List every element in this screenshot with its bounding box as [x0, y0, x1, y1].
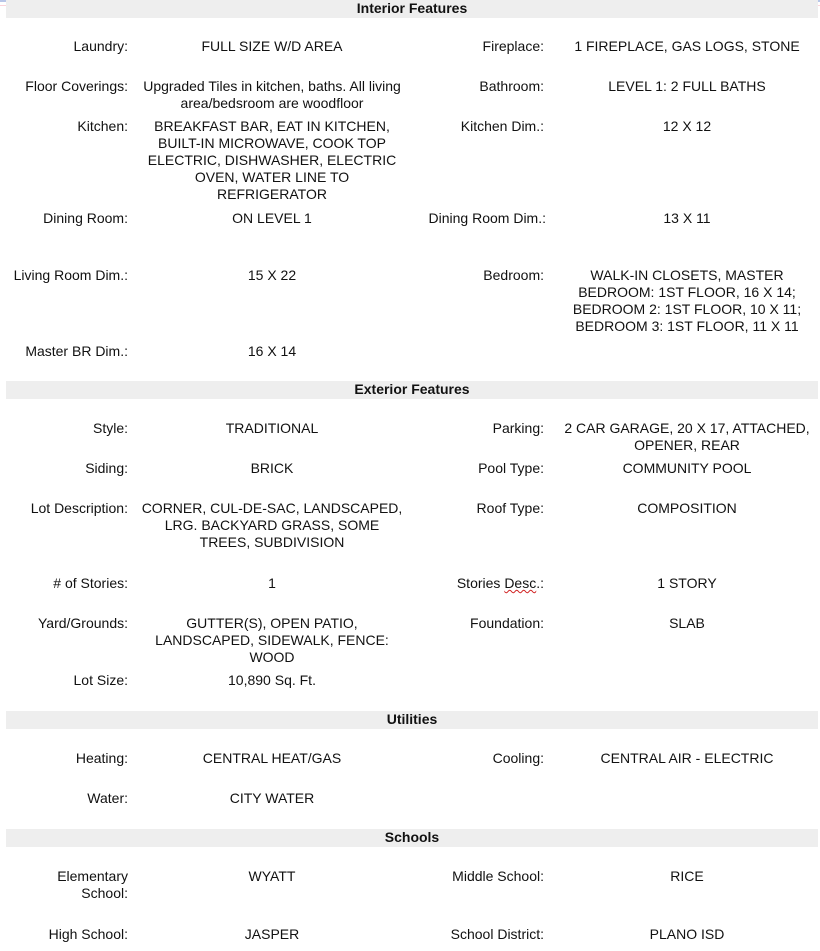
- value-foundation: SLAB: [669, 615, 705, 631]
- label-dining-room: Dining Room:: [43, 210, 128, 226]
- label-parking: Parking:: [492, 420, 544, 436]
- value-kitchen-dim: 12 X 12: [662, 118, 712, 134]
- label-fireplace: Fireplace:: [482, 38, 544, 54]
- value-lot-size: 10,890 Sq. Ft.: [228, 672, 316, 688]
- value-pool-type: COMMUNITY POOL: [622, 460, 752, 476]
- label-cooling: Cooling:: [492, 750, 544, 766]
- label-lot-size: Lot Size:: [73, 672, 128, 688]
- label-siding: Siding:: [85, 460, 128, 476]
- spellcheck-underline-desc: Desc: [504, 575, 537, 591]
- value-water: CITY WATER: [229, 790, 315, 806]
- value-bathroom: LEVEL 1: 2 FULL BATHS: [608, 78, 766, 94]
- value-kitchen: BREAKFAST BAR, EAT IN KITCHEN, BUILT-IN MICROWAVE, COOK TOP ELECTRIC, DISHWASHER, ELECTRIC OVEN, WATER LINE TO REFRIGERATOR: [147, 118, 397, 202]
- label-heating: Heating:: [75, 750, 128, 766]
- value-floor-coverings: Upgraded Tiles in kitchen, baths. All living area/bedsroom are woodfloor: [143, 78, 401, 111]
- label-elementary-school: [0, 868, 128, 902]
- label-middle-school: Middle School:: [452, 868, 544, 884]
- label-bedroom: Bedroom:: [483, 267, 544, 283]
- value-laundry: FULL SIZE W/D AREA: [201, 38, 343, 54]
- label-school-district: School District:: [450, 926, 544, 942]
- label-kitchen: Kitchen:: [77, 118, 128, 134]
- section-header-utilities: Utilities: [6, 711, 818, 729]
- label-pool-type: Pool Type:: [478, 460, 544, 476]
- label-foundation: Foundation:: [470, 615, 544, 631]
- label-master-br-dim: Master BR Dim.:: [25, 343, 128, 359]
- value-living-room-dim: 15 X 22: [247, 267, 297, 283]
- value-master-br-dim: 16 X 14: [247, 343, 297, 359]
- label-stories-desc-pre: Stories: [456, 575, 505, 591]
- value-lot-description: CORNER, CUL-DE-SAC, LANDSCAPED, LRG. BACKYARD GRASS, SOME TREES, SUBDIVISION: [141, 500, 403, 550]
- value-heating: CENTRAL HEAT/GAS: [202, 750, 342, 766]
- label-dining-room-dim: Dining Room Dim.:: [428, 210, 546, 226]
- value-stories-desc: 1 STORY: [657, 575, 717, 591]
- value-roof-type: COMPOSITION: [637, 500, 737, 516]
- value-style: TRADITIONAL: [225, 420, 319, 436]
- value-cooling: CENTRAL AIR - ELECTRIC: [600, 750, 774, 766]
- value-bedroom: WALK-IN CLOSETS, MASTER BEDROOM: 1ST FLOOR, 16 X 14; BEDROOM 2: 1ST FLOOR, 10 X 11; BEDROOM 3: 1ST FLOOR, 11 X 11: [572, 267, 802, 334]
- value-parking: 2 CAR GARAGE, 20 X 17, ATTACHED, OPENER, REAR: [564, 420, 810, 453]
- value-dining-room: ON LEVEL 1: [232, 210, 312, 226]
- label-stories-desc-post: .:: [536, 575, 544, 591]
- label-lot-description: Lot Description:: [30, 500, 128, 516]
- value-siding: BRICK: [250, 460, 294, 476]
- label-bathroom: Bathroom:: [479, 78, 544, 94]
- label-yard-grounds: Yard/Grounds:: [37, 615, 128, 631]
- label-living-room-dim: Living Room Dim.:: [13, 267, 128, 283]
- value-dining-room-dim: 13 X 11: [663, 210, 711, 226]
- section-header-interior: Interior Features: [6, 0, 818, 18]
- value-high-school: JASPER: [244, 926, 300, 942]
- value-middle-school: RICE: [670, 868, 704, 884]
- label-stories-desc: [416, 575, 544, 592]
- label-floor-coverings: Floor Coverings:: [25, 78, 128, 94]
- label-high-school: High School:: [48, 926, 128, 942]
- value-stories: 1: [268, 575, 276, 591]
- label-elementary-school-text: Elementary School:: [57, 868, 128, 901]
- label-laundry: Laundry:: [73, 38, 128, 54]
- label-roof-type: Roof Type:: [476, 500, 544, 516]
- value-yard-grounds: GUTTER(S), OPEN PATIO, LANDSCAPED, SIDEWALK, FENCE: WOOD: [155, 615, 389, 665]
- label-style: Style:: [92, 420, 128, 436]
- section-header-schools: Schools: [6, 829, 818, 847]
- label-water: Water:: [87, 790, 128, 806]
- label-stories: # of Stories:: [53, 575, 128, 591]
- value-fireplace: 1 FIREPLACE, GAS LOGS, STONE: [574, 38, 800, 54]
- value-school-district: PLANO ISD: [649, 926, 725, 942]
- section-header-exterior: Exterior Features: [6, 381, 818, 399]
- label-kitchen-dim: Kitchen Dim.:: [460, 118, 544, 134]
- value-elementary-school: WYATT: [248, 868, 296, 884]
